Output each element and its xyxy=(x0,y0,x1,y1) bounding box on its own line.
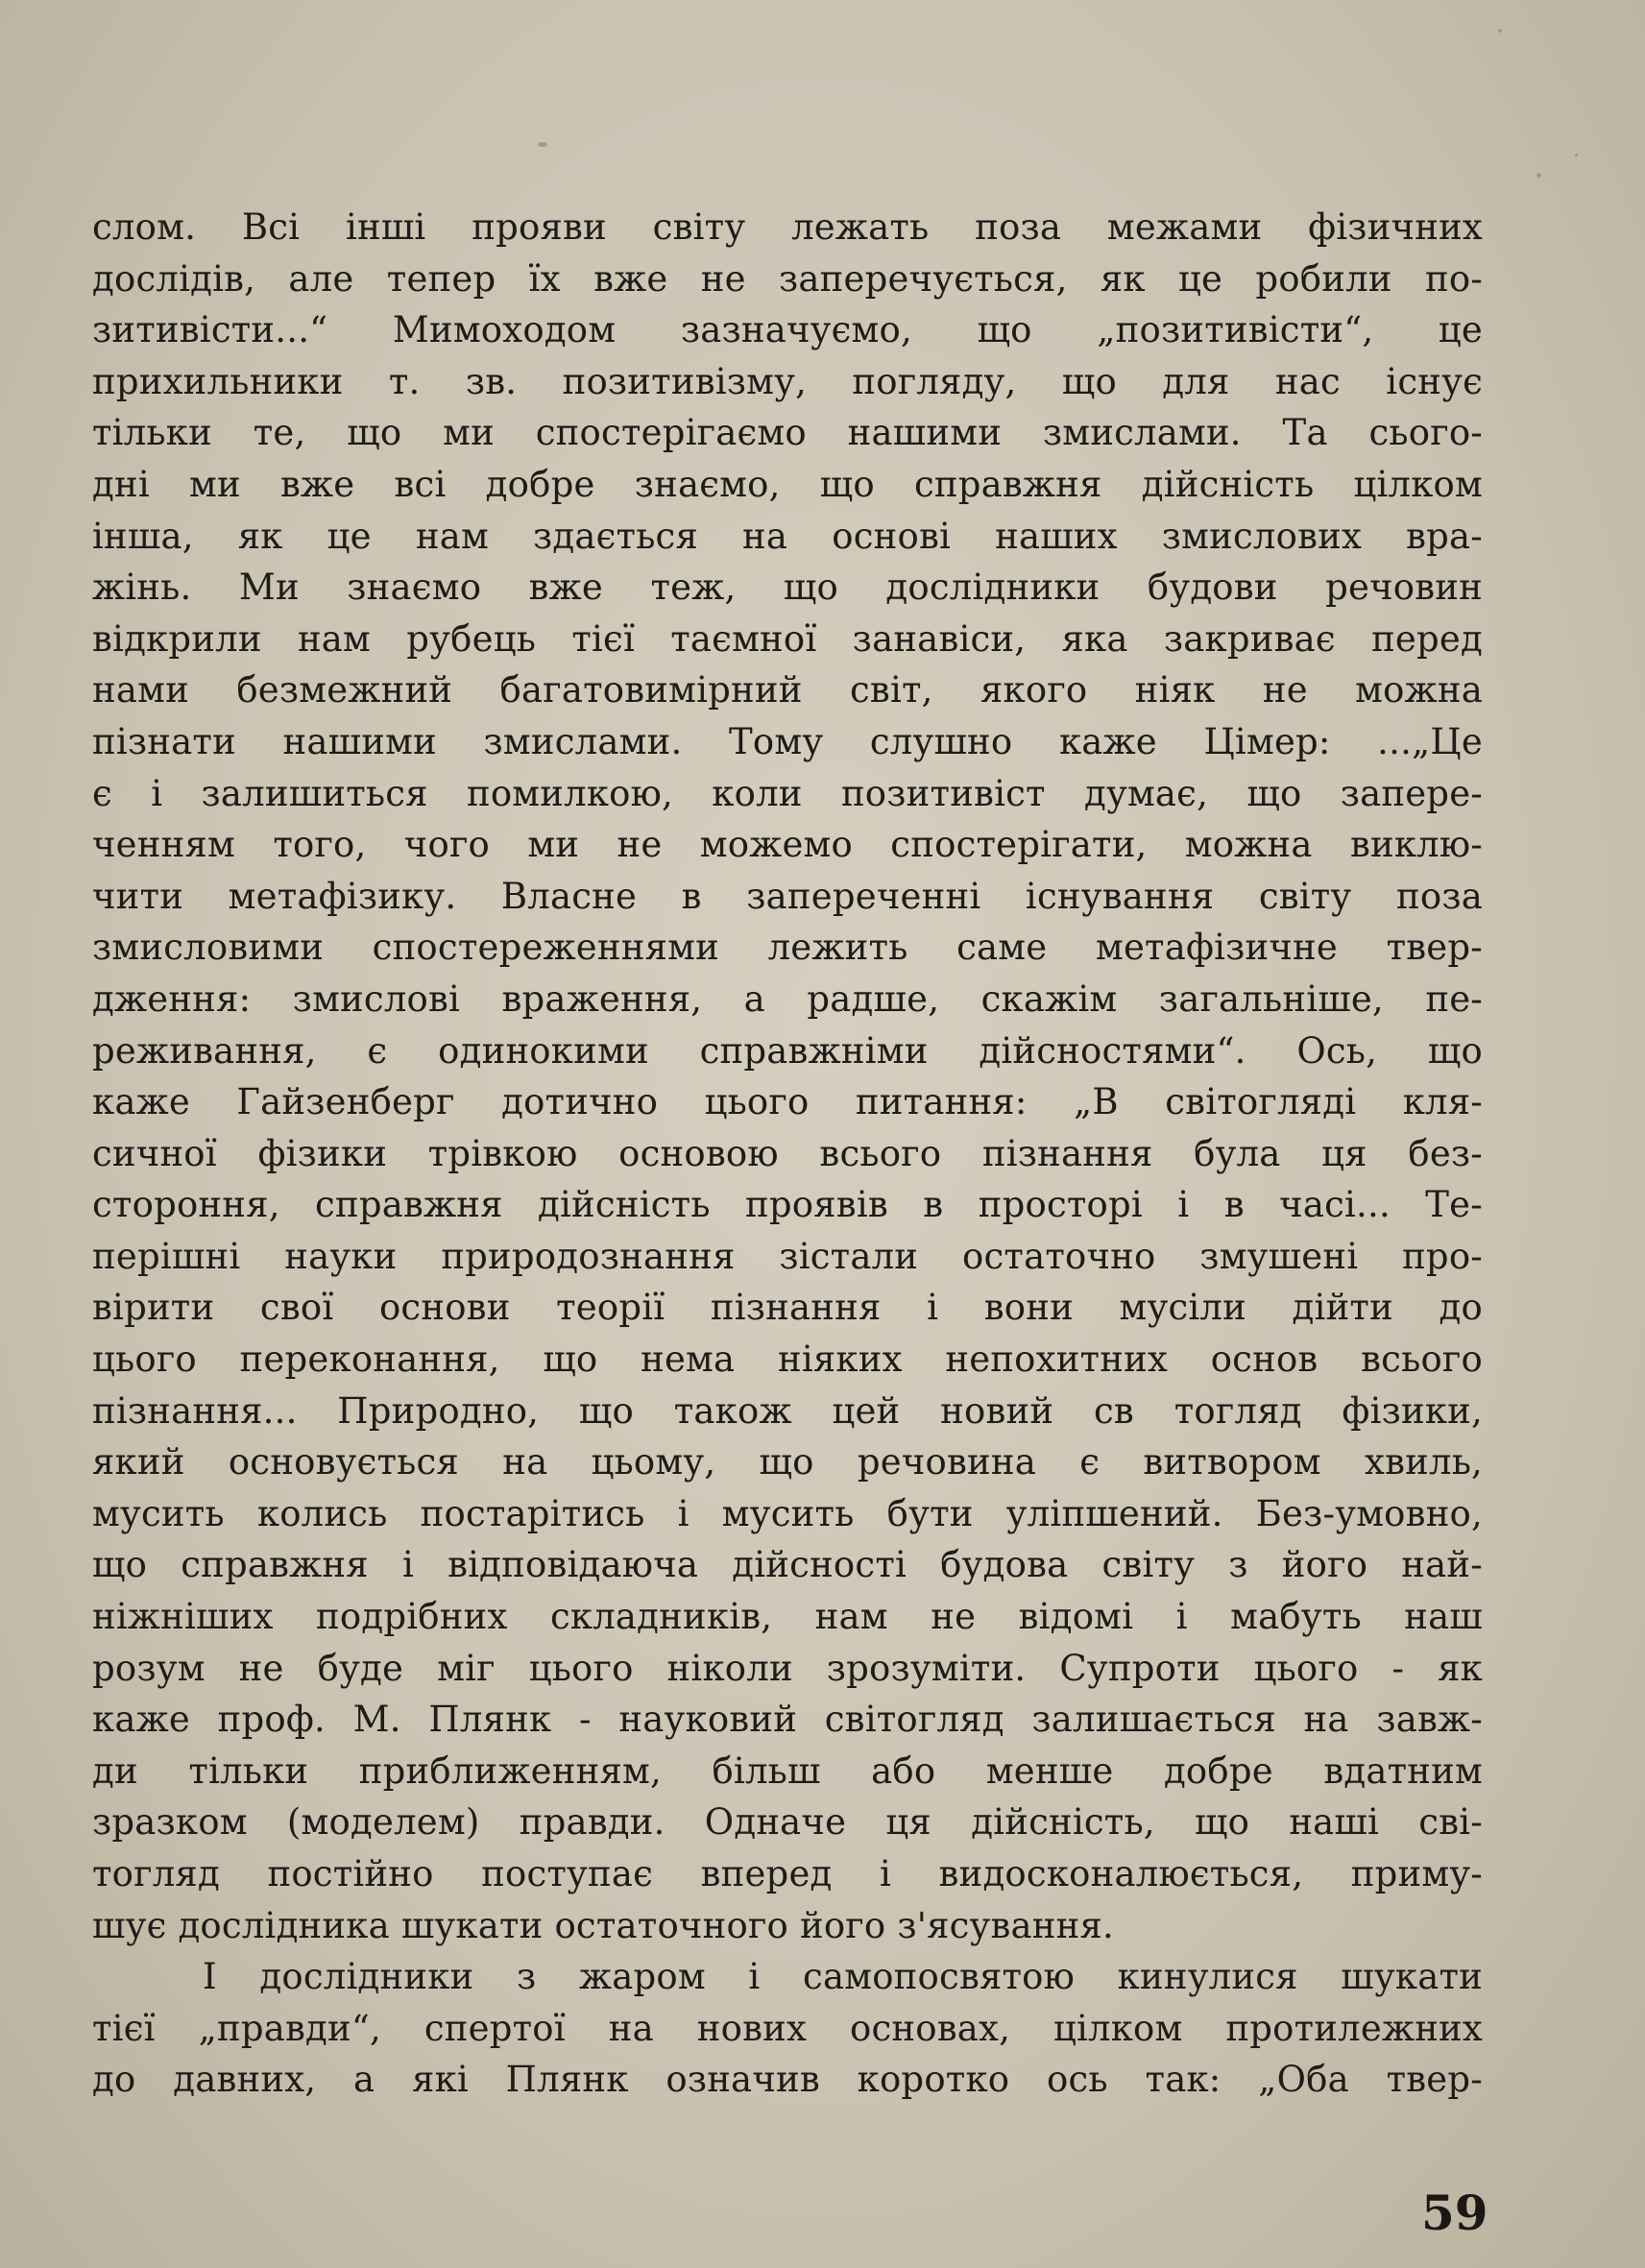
text-line: тільки те, що ми спостерігаємо нашими змислами. Та сього- xyxy=(92,412,1483,454)
text-line: прихильники т. зв. позитивізму, погляду, що для нас існує xyxy=(92,360,1483,402)
text-line: що справжня і відповідаюча дійсності будова світу з його най- xyxy=(92,1544,1483,1586)
text-line: зразком (моделем) правди. Одначе ця дійсність, що наші сві- xyxy=(92,1801,1483,1844)
text-line: змисловими спостереженнями лежить саме метафізичне твер- xyxy=(92,927,1483,969)
text-line: мусить колись постарітись і мусить бути уліпшений. Без-умовно, xyxy=(92,1492,1483,1534)
page-body-text xyxy=(92,202,1483,2106)
text-line: ди тільки приближенням, більш або менше добре вдатним xyxy=(92,1749,1483,1792)
text-line: дослідів, але тепер їх вже не заперечується, як це робили по- xyxy=(92,257,1483,300)
text-line: каже Гайзенберг дотично цього питання: „В світогляді кля- xyxy=(92,1081,1483,1123)
page-speck xyxy=(1498,29,1502,33)
text-line: який основується на цьому, що речовина є витвором хвиль, xyxy=(92,1441,1483,1484)
text-line: стороння, справжня дійсність проявів в просторі і в часі... Те- xyxy=(92,1184,1483,1226)
text-line: вірити свої основи теорії пізнання і вони мусіли дійти до xyxy=(92,1287,1483,1329)
text-line: дження: змислові враження, а радше, скажім загальніше, пе- xyxy=(92,977,1483,1020)
text-line: пізнання... Природно, що також цей новий св тогляд фізики, xyxy=(92,1389,1483,1432)
text-line: тієї „правди“, спертої на нових основах, цілком протилежних xyxy=(92,2007,1483,2049)
text-line: розум не буде міг цього ніколи зрозуміти. Супроти цього - як xyxy=(92,1647,1483,1689)
text-line: шує дослідника шукати остаточного його з'ясування. xyxy=(92,1904,1115,1946)
page-number: 59 xyxy=(1421,2184,1488,2241)
text-line: ченням того, чого ми не можемо спостерігати, можна виклю- xyxy=(92,824,1483,866)
text-line: реживання, є одинокими справжніми дійсностями“. Ось, що xyxy=(92,1029,1483,1072)
text-line: жінь. Ми знаємо вже теж, що дослідники будови речовин xyxy=(92,567,1483,609)
text-line: пізнати нашими змислами. Тому слушно каже Цімер: ...„Це xyxy=(92,720,1483,762)
text-line: тогляд постійно поступає вперед і видосконалюється, приму- xyxy=(92,1853,1483,1894)
text-line: ніжніших подрібних складників, нам не відомі і мабуть наш xyxy=(92,1596,1483,1638)
text-line: нами безмежний багатовимірний світ, якого ніяк не можна xyxy=(92,669,1483,712)
text-line: інша, як це нам здається на основі наших змислових вра- xyxy=(92,515,1483,557)
text-line: є і залишиться помилкою, коли позитивіст думає, що запере- xyxy=(92,772,1483,814)
text-line: дні ми вже всі добре знаємо, що справжня дійсність цілком xyxy=(92,463,1483,505)
text-line: цього переконання, що нема ніяких непохитних основ всього xyxy=(92,1339,1483,1381)
text-line: відкрили нам рубець тієї таємної занавіси, яка закриває перед xyxy=(92,617,1483,660)
page-speck xyxy=(1575,154,1578,157)
text-line: каже проф. М. Плянк - науковий світогляд залишається на завж- xyxy=(92,1699,1483,1741)
text-line: перішні науки природознання зістали остаточно змушені про- xyxy=(92,1235,1483,1277)
text-line: зитивісти...“ Мимоходом зазначуємо, що „позитивісти“, це xyxy=(92,309,1483,351)
text-line: І дослідники з жаром і самопосвятою кинулися шукати xyxy=(203,1956,1483,1998)
text-line: чити метафізику. Власне в запереченні існування світу поза xyxy=(92,875,1483,917)
page-speck xyxy=(538,142,547,147)
page-speck xyxy=(1536,173,1541,178)
text-line: слом. Всі інші прояви світу лежать поза межами фізичних xyxy=(92,206,1483,248)
text-line: сичної фізики трівкою основою всього пізнання була ця без- xyxy=(92,1132,1483,1174)
text-line: до давних, а які Плянк означив коротко ось так: „Оба твер- xyxy=(92,2059,1483,2101)
